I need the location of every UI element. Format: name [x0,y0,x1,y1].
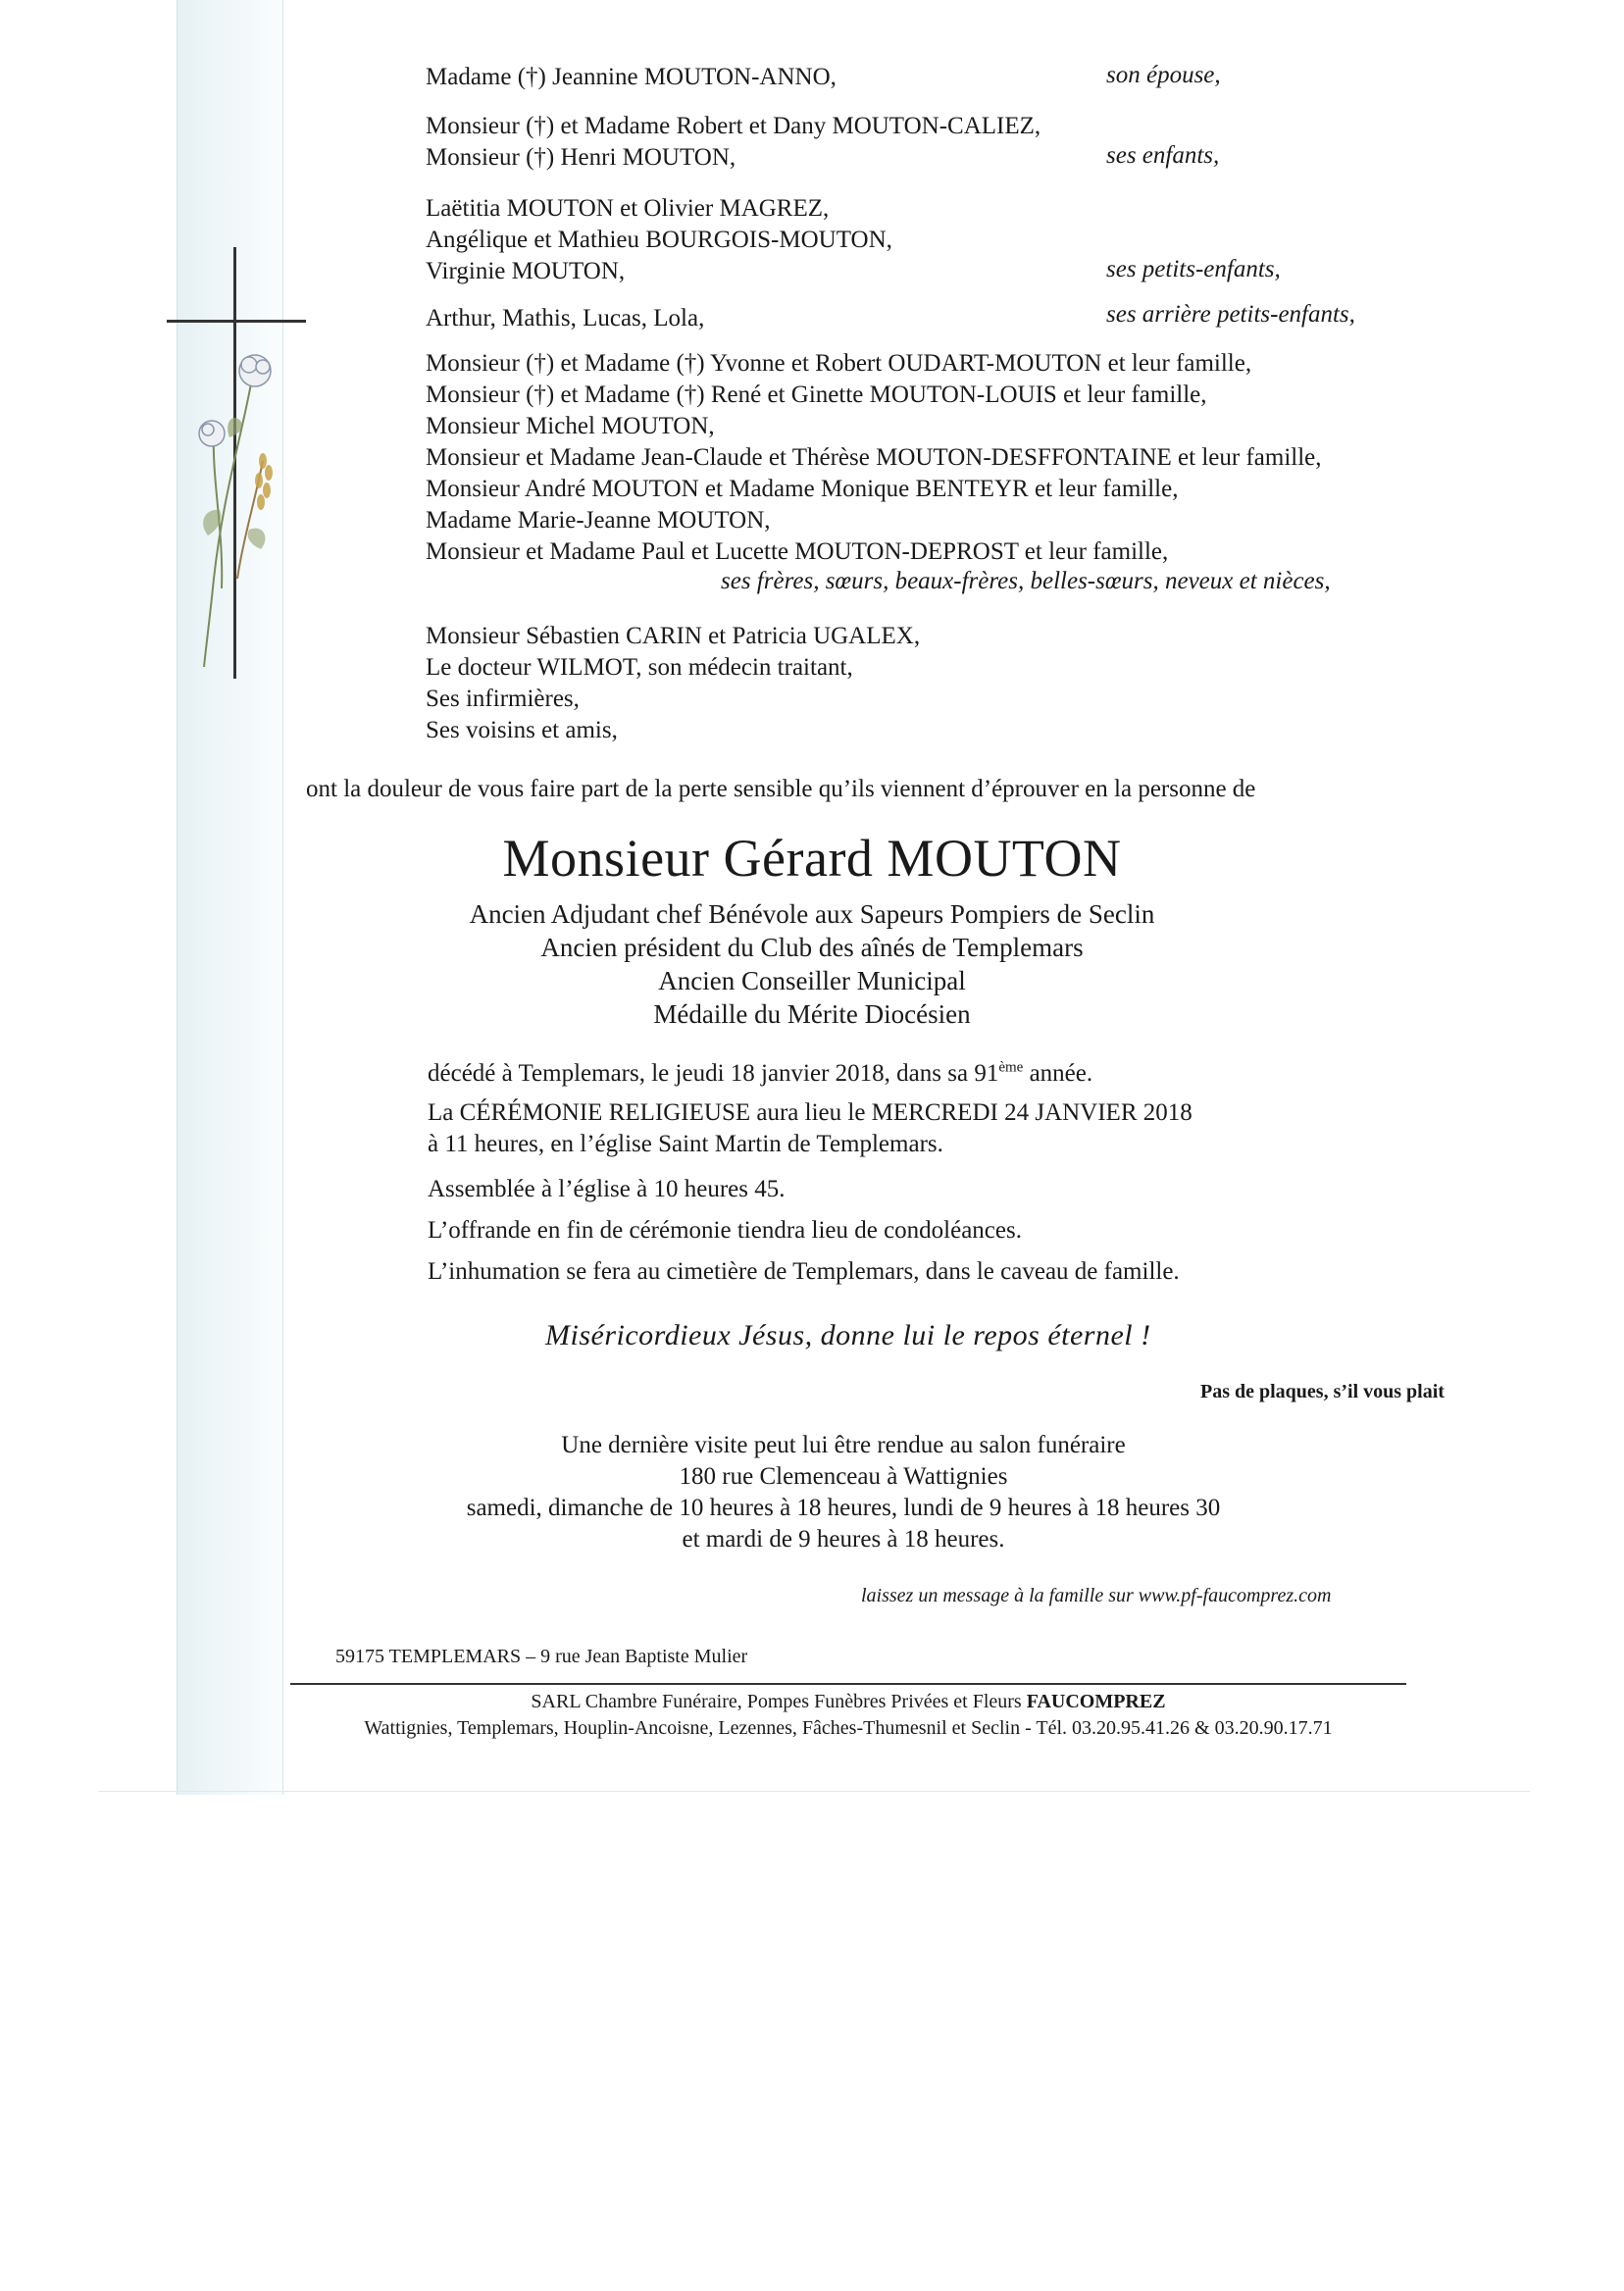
deceased-title: Médaille du Mérite Diocésien [653,999,971,1029]
family-line-9: Monsieur (†) et Madame (†) René et Ginette MOUTON-LOUIS et leur famille, [426,382,1207,408]
family-line-18: Ses infirmières, [426,686,580,712]
visit-line: et mardi de 9 heures à 18 heures. [682,1526,1005,1553]
family-line-4: Laëtitia MOUTON et Olivier MAGREZ, [426,195,830,222]
footer-company-name: FAUCOMPREZ [1026,1691,1166,1712]
message-link[interactable]: laissez un message à la famille sur www.pf-faucomprez.com [861,1585,1332,1606]
family-line-7: Arthur, Mathis, Lucas, Lola, [426,305,705,331]
no-plaques-note: Pas de plaques, s’il vous plait [1200,1381,1445,1402]
family-line-11: Monsieur et Madame Jean-Claude et Thérèse MOUTON-DESFFONTAINE et leur famille, [426,444,1322,471]
visit-info [137,1430,1549,1555]
assembly-line: Assemblée à l’église à 10 heures 45. [428,1176,786,1202]
family-line-2: Monsieur (†) et Madame Robert et Dany MOUTON-CALIEZ, [426,113,1041,139]
death-details [428,1059,1092,1089]
family-line-14: Monsieur et Madame Paul et Lucette MOUTON-DEPROST et leur famille, [426,538,1169,565]
announcement: ont la douleur de vous faire part de la perte sensible qu’ils viennent d’éprouver en la personne de [306,776,1256,802]
visit-line: samedi, dimanche de 10 heures à 18 heures, lundi de 9 heures à 18 heures 30 [466,1495,1221,1521]
family-line-1: Madame (†) Jeannine MOUTON-ANNO, [426,64,837,90]
footer [284,1689,1412,1742]
family-relation-1: son épouse, [1106,62,1221,88]
visit-line: Une dernière visite peut lui être rendue au salon funéraire [561,1432,1126,1458]
deceased-name: Monsieur Gérard MOUTON [502,829,1122,888]
ceremony-line-1: La CÉRÉMONIE RELIGIEUSE aura lieu le MERCREDI 24 JANVIER 2018 [428,1099,1193,1126]
family-line-17: Le docteur WILMOT, son médecin traitant, [426,654,853,681]
burial-line: L’inhumation se fera au cimetière de Templemars, dans le caveau de famille. [428,1258,1180,1285]
death-details-text: décédé à Templemars, le jeudi 18 janvier 2018, dans sa 91 [428,1060,999,1087]
deceased-title: Ancien Adjudant chef Bénévole aux Sapeurs Pompiers de Seclin [469,899,1155,929]
family-relation-3: ses enfants, [1106,142,1220,169]
footer-company-prefix: SARL Chambre Funéraire, Pompes Funèbres Privées et Fleurs [531,1691,1027,1712]
offering-line: L’offrande en fin de cérémonie tiendra lieu de condoléances. [428,1217,1022,1244]
family-relation-6: ses petits-enfants, [1106,256,1281,282]
family-line-19: Ses voisins et amis, [426,717,618,743]
family-line-5: Angélique et Mathieu BOURGOIS-MOUTON, [426,227,892,253]
family-line-12: Monsieur André MOUTON et Madame Monique BENTEYR et leur famille, [426,476,1179,502]
family-line-6: Virginie MOUTON, [426,258,626,284]
footer-locations: Wattignies, Templemars, Houplin-Ancoisne, Lezennes, Fâches-Thumesnil et Seclin - Tél. 03.20.95.41.26 & 03.20.90.17.71 [364,1717,1333,1739]
family-line-16: Monsieur Sébastien CARIN et Patricia UGALEX, [426,623,921,649]
family-line-8: Monsieur (†) et Madame (†) Yvonne et Robert OUDART-MOUTON et leur famille, [426,350,1252,377]
wheat-sprig [255,453,273,510]
ordinal-suffix: ème [998,1059,1024,1076]
family-line-3: Monsieur (†) Henri MOUTON, [426,144,736,171]
death-details-end: année. [1023,1060,1093,1087]
cross-horizontal-bar [167,320,306,323]
family-line-10: Monsieur Michel MOUTON, [426,413,715,439]
deceased-titles [0,897,1624,1031]
flower-illustration [184,343,302,667]
family-relation-7: ses arrière petits-enfants, [1106,301,1355,328]
address: 59175 TEMPLEMARS – 9 rue Jean Baptiste Mulier [335,1646,748,1667]
ceremony-line-2: à 11 heures, en l’église Saint Martin de Templemars. [428,1131,943,1157]
footer-rule [290,1683,1406,1685]
family-line-13: Madame Marie-Jeanne MOUTON, [426,507,771,534]
deceased-title: Ancien Conseiller Municipal [658,966,966,995]
rose-top [239,355,271,386]
page-edge [98,1791,1530,1792]
prayer: Miséricordieux Jésus, donne lui le repos éternel ! [545,1319,1151,1351]
rose-middle [199,421,225,446]
deceased-title: Ancien président du Club des aînés de Templemars [540,933,1084,962]
footer-company [284,1689,1412,1715]
family-relation-siblings: ses frères, sœurs, beaux-frères, belles-sœurs, neveux et nièces, [721,568,1331,594]
visit-line: 180 rue Clemenceau à Wattignies [679,1463,1008,1490]
